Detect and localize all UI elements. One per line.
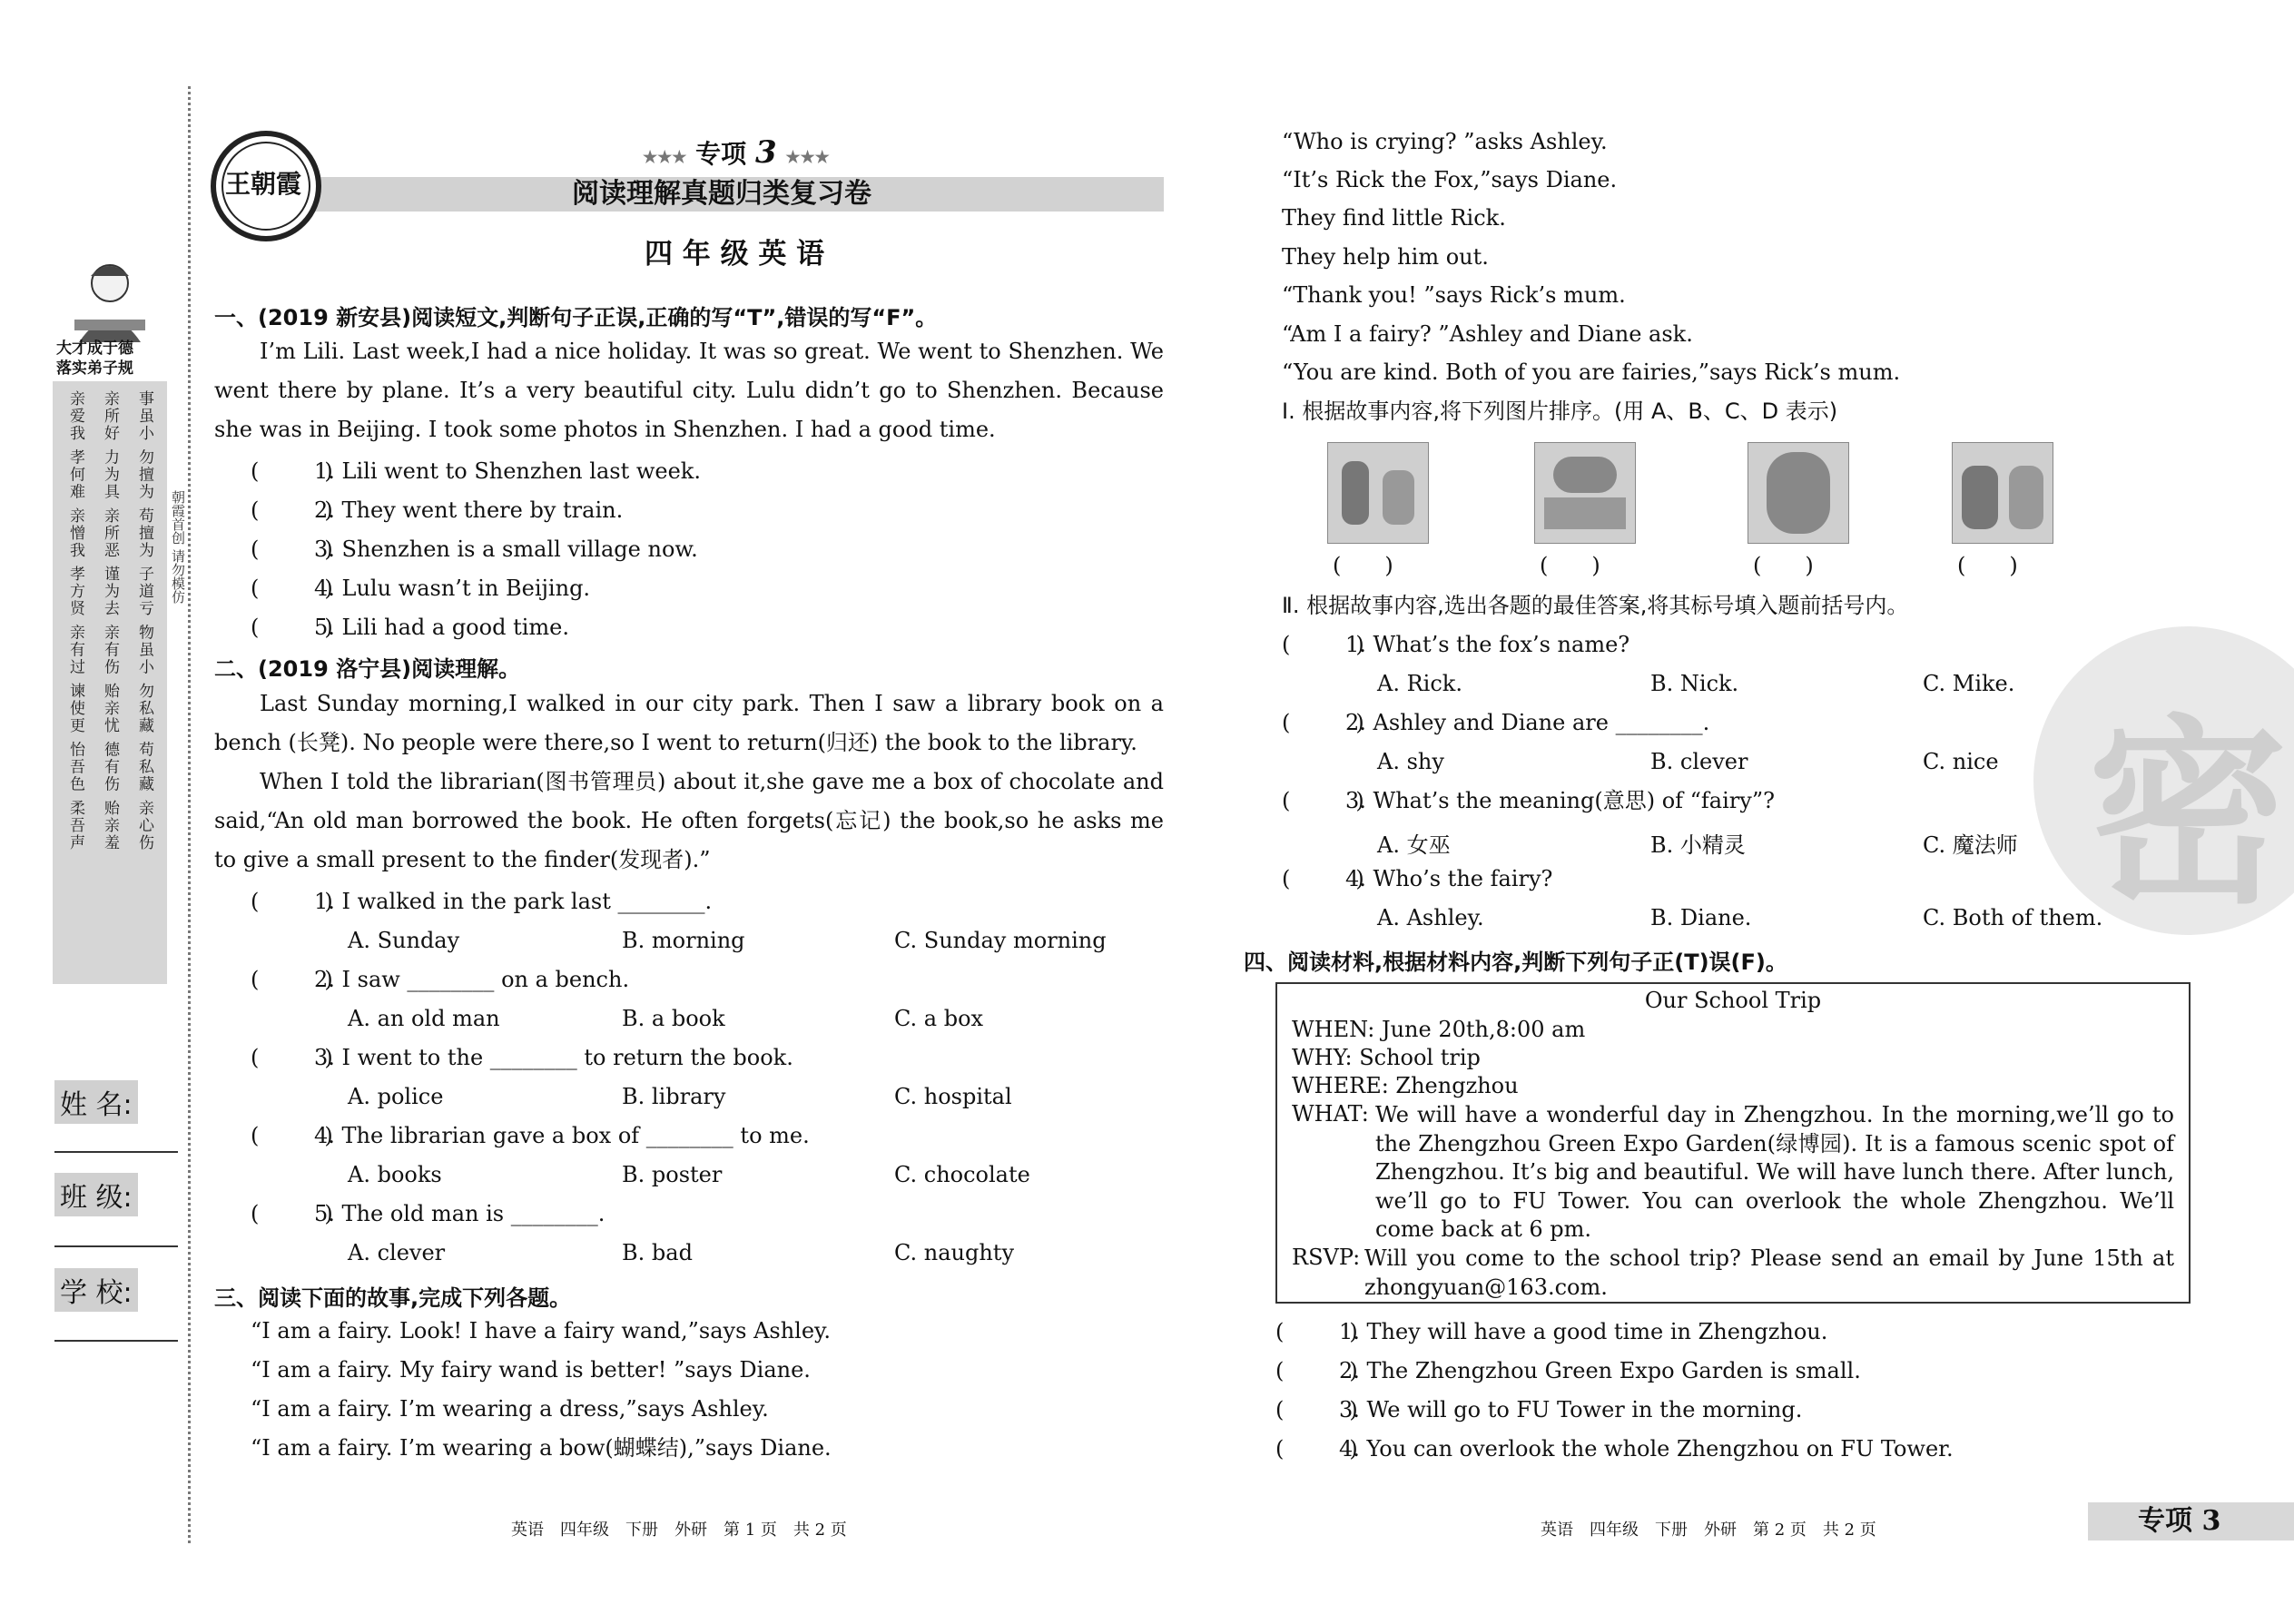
sidebar-motto-2: 落实弟子规	[56, 359, 133, 378]
part2-option: C. naughty	[894, 1240, 1015, 1265]
picture-answer-paren[interactable]: ( )	[1753, 553, 1814, 578]
part3-heading: 三、阅读下面的故事,完成下列各题。	[214, 1285, 572, 1311]
part2-option: A. Sunday	[348, 928, 460, 953]
notice-why: WHY: School trip	[1292, 1045, 1481, 1070]
notice-when: WHEN: June 20th,8:00 am	[1292, 1017, 1586, 1042]
part2-option: A. books	[348, 1162, 442, 1187]
part4-item: ( )1. They will have a good time in Zhengzhou.	[1275, 1319, 1828, 1344]
notice-title: Our School Trip	[1644, 988, 1822, 1013]
part1-heading: 一、(2019 新安县)阅读短文,判断句子正误,正确的写“T”,错误的写“F”。	[214, 305, 938, 330]
part3-option: C. Mike.	[1923, 671, 2015, 696]
part2-question: ( )1. I walked in the park last ________.	[251, 889, 713, 914]
school-trip-notice	[1275, 982, 2191, 1304]
page-title: 阅读理解真题归类复习卷	[572, 178, 871, 210]
notice-what-label: WHAT:	[1292, 1101, 1369, 1127]
part1-passage: I’m Lili. Last week,I had a nice holiday. It was so great. We went to Shenzhen. We went there by plane. It’s a very beautiful city. Lulu didn’t go to Shenzhen. Because she was in Beijing. I took some photos in Shenzhen. I had a good time.	[214, 339, 1164, 442]
confidential-seal	[2033, 626, 2294, 935]
task2-heading: Ⅱ. 根据故事内容,选出各题的最佳答案,将其标号填入题前括号内。	[1282, 593, 1909, 618]
part2-option: A. clever	[348, 1240, 446, 1265]
part3-option: B. Nick.	[1650, 671, 1739, 696]
class-label: 班 级:	[54, 1173, 138, 1216]
part3-option: A. 女巫	[1377, 832, 1451, 858]
notice-what: We will have a wonderful day in Zhengzhou. In the morning,we’ll go to the Zhengzhou Green Expo Garden(绿博园). It is a famous scenic spot of Zhengzhou. It’s big and beautiful. We will have lunch there. After lunch, we’ll go to FU Tower. You can overlook the whole Zhengzhou. We’ll come back at 6 pm.	[1375, 1102, 2174, 1242]
part2-option: B. poster	[622, 1162, 723, 1187]
part1-item: ( )3. Shenzhen is a small village now.	[251, 536, 698, 562]
notice-rsvp-label: RSVP:	[1292, 1245, 1361, 1270]
story-line: “Thank you! ”says Rick’s mum.	[1282, 282, 1626, 308]
notice-rsvp: Will you come to the school trip? Please send an email by June 15th at zhongyuan@163.com.	[1364, 1245, 2174, 1300]
part4-item: ( )4. You can overlook the whole Zhengzhou on FU Tower.	[1275, 1436, 1954, 1462]
sidebar-vertical-note: 朝霞首创 请勿模仿	[170, 490, 186, 604]
part2-para-1: Last Sunday morning,I walked in our city park. Then I saw a library book on a bench (长凳). No people were there,so I went to return(归还) the book to the library.	[214, 691, 1164, 755]
part1-item: ( )4. Lulu wasn’t in Beijing.	[251, 576, 591, 601]
story-line: “Who is crying? ”asks Ashley.	[1282, 129, 1608, 154]
poem-col-2: 亲所好 力为具 亲所恶 谨为去 亲有伤 贻亲忧 德有伤 贻亲羞	[101, 390, 119, 851]
poem-col-3: 事虽小 勿擅为 苟擅为 子道亏 物虽小 勿私藏 苟私藏 亲心伤	[135, 390, 153, 851]
school-label: 学 校:	[54, 1268, 138, 1312]
part2-option: C. hospital	[894, 1084, 1012, 1109]
story-line: “I am a fairy. My fairy wand is better! ”says Diane.	[251, 1357, 811, 1383]
part3-option: B. 小精灵	[1650, 832, 1746, 858]
name-field[interactable]	[54, 1151, 178, 1153]
picture-answer-paren[interactable]: ( )	[1333, 553, 1393, 578]
part2-option: C. Sunday morning	[894, 928, 1107, 953]
part3-option: A. Ashley.	[1377, 905, 1484, 930]
story-line: They help him out.	[1282, 244, 1489, 270]
page-subtitle: 四 年 级 英 语	[645, 238, 825, 271]
part3-question: ( )3. What’s the meaning(意思) of “fairy”?	[1282, 788, 1775, 813]
label-number: 3	[754, 134, 777, 171]
part4-heading: 四、阅读材料,根据材料内容,判断下列句子正(T)误(F)。	[1244, 950, 1787, 975]
story-line: “You are kind. Both of you are fairies,”says Rick’s mum.	[1282, 359, 1901, 385]
part3-option: C. Both of them.	[1923, 905, 2103, 930]
part2-option: A. an old man	[348, 1006, 500, 1031]
class-field[interactable]	[54, 1245, 178, 1247]
story-line: “I am a fairy. Look! I have a fairy wand,”says Ashley.	[251, 1318, 832, 1343]
part4-item: ( )3. We will go to FU Tower in the morning.	[1275, 1397, 1803, 1422]
part3-question: ( )4. Who’s the fairy?	[1282, 866, 1553, 891]
part2-option: B. library	[622, 1084, 726, 1109]
part3-option: C. nice	[1923, 749, 1999, 774]
part3-option: A. shy	[1377, 749, 1444, 774]
footer-left: 英语 四年级 下册 外研 第 1 页 共 2 页	[511, 1521, 847, 1540]
footer-tag: 专项 3	[2138, 1505, 2221, 1537]
part3-question: ( )2. Ashley and Diane are ________.	[1282, 710, 1710, 735]
part2-option: A. police	[348, 1084, 444, 1109]
story-picture	[1952, 442, 2053, 544]
header-label	[643, 134, 830, 172]
label-text: 专项	[695, 139, 747, 169]
part1-item: ( )1. Lili went to Shenzhen last week.	[251, 458, 701, 484]
part2-para-2: When I told the librarian(图书管理员) about it,she gave me a box of chocolate and said,“An old man borrowed the book. He often forgets(忘记) the book,so he asks me to give a small present to the finder(发现者).”	[214, 769, 1164, 872]
notice-where: WHERE: Zhengzhou	[1292, 1073, 1519, 1098]
logo-text: 王朝霞	[225, 169, 302, 199]
task1-heading: Ⅰ. 根据故事内容,将下列图片排序。(用 A、B、C、D 表示)	[1282, 399, 1838, 424]
picture-answer-paren[interactable]: ( )	[1540, 553, 1600, 578]
story-line: “Am I a fairy? ”Ashley and Diane ask.	[1282, 321, 1693, 347]
part1-item: ( )2. They went there by train.	[251, 497, 624, 523]
cut-line	[188, 86, 191, 1543]
seal-text: 密	[2088, 695, 2289, 930]
part3-option: A. Rick.	[1377, 671, 1462, 696]
part2-option: C. chocolate	[894, 1162, 1030, 1187]
part2-option: C. a box	[894, 1006, 984, 1031]
sidebar-motto-1: 大才成于德	[56, 340, 133, 358]
story-picture	[1327, 442, 1429, 544]
story-line: “It’s Rick the Fox,”says Diane.	[1282, 167, 1618, 192]
part2-option: B. a book	[622, 1006, 725, 1031]
part2-question: ( )3. I went to the ________ to return the book.	[251, 1045, 793, 1070]
part4-item: ( )2. The Zhengzhou Green Expo Garden is small.	[1275, 1358, 1861, 1383]
story-line: “I am a fairy. I’m wearing a bow(蝴蝶结),”says Diane.	[251, 1435, 832, 1461]
part3-option: B. Diane.	[1650, 905, 1752, 930]
footer-right: 英语 四年级 下册 外研 第 2 页 共 2 页	[1541, 1521, 1876, 1540]
part2-question: ( )5. The old man is ________.	[251, 1201, 605, 1226]
part3-question: ( )1. What’s the fox’s name?	[1282, 632, 1630, 657]
story-picture	[1534, 442, 1636, 544]
story-line: “I am a fairy. I’m wearing a dress,”says Ashley.	[251, 1396, 769, 1422]
scholar-icon	[56, 256, 163, 347]
sidebar-poem-band	[53, 381, 167, 984]
part2-option: B. bad	[622, 1240, 693, 1265]
picture-answer-paren[interactable]: ( )	[1957, 553, 2018, 578]
poem-col-1: 亲爱我 孝何难 亲憎我 孝方贤 亲有过 谏使更 怡吾色 柔吾声	[66, 390, 84, 851]
part2-heading: 二、(2019 洛宁县)阅读理解。	[214, 656, 521, 682]
story-line: They find little Rick.	[1282, 205, 1506, 231]
part3-option: C. 魔法师	[1923, 832, 2018, 858]
part2-question: ( )2. I saw ________ on a bench.	[251, 967, 630, 992]
part1-item: ( )5. Lili had a good time.	[251, 615, 569, 640]
stars-left: ★★★	[643, 148, 687, 167]
part2-question: ( )4. The librarian gave a box of ________ to me.	[251, 1123, 810, 1148]
stars-right: ★★★	[785, 148, 830, 167]
part3-option: B. clever	[1650, 749, 1748, 774]
school-field[interactable]	[54, 1340, 178, 1342]
sidebar-figure	[56, 256, 163, 347]
part2-option: B. morning	[622, 928, 745, 953]
name-label: 姓 名:	[54, 1080, 138, 1124]
story-picture	[1748, 442, 1849, 544]
